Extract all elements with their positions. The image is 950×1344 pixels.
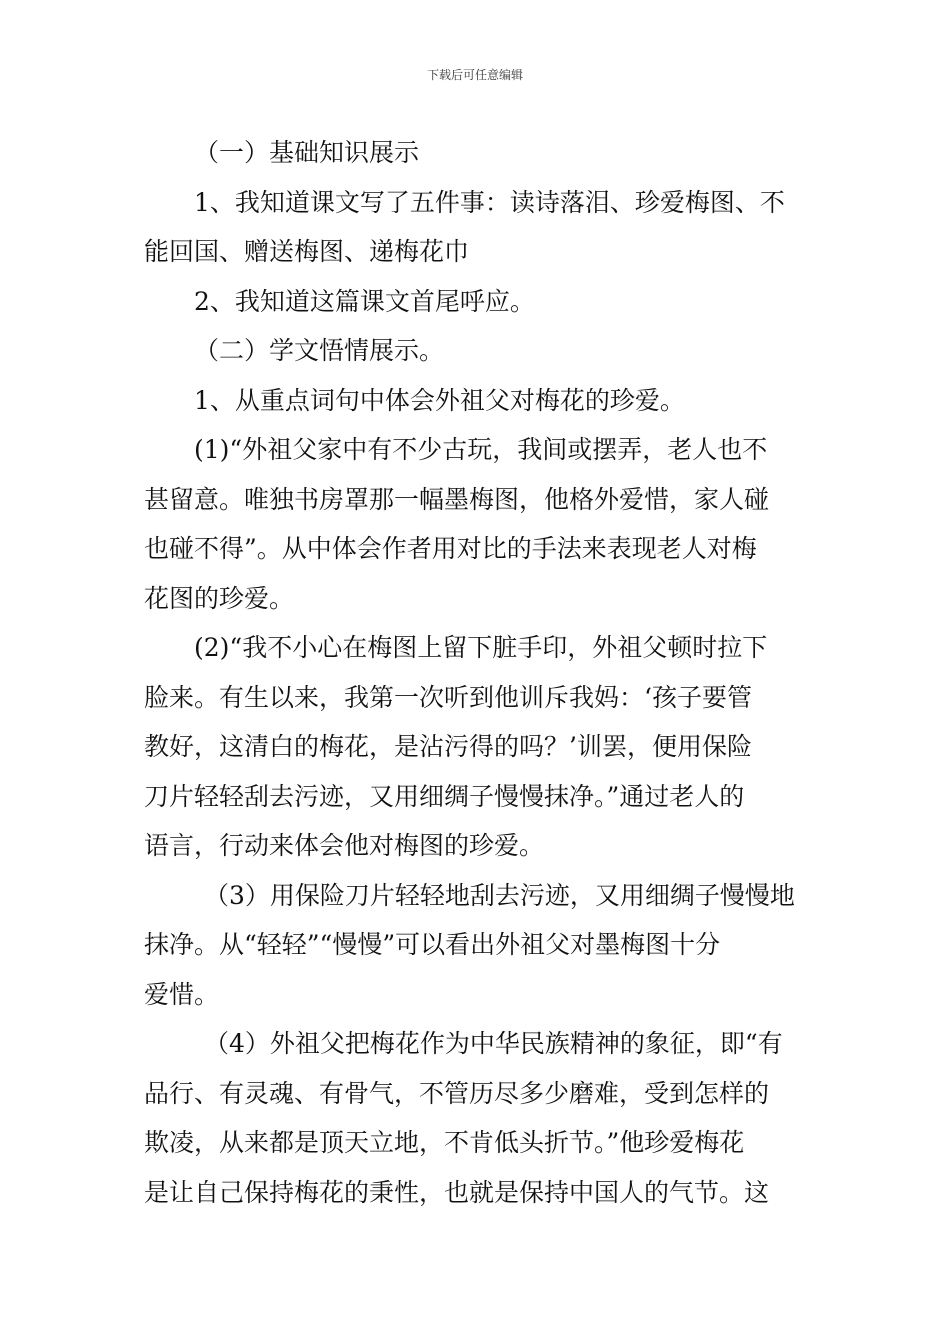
paragraph-line: 是让自己保持梅花的秉性，也就是保持中国人的气节。这: [144, 1177, 770, 1207]
paragraph-line: 教好，这清白的梅花，是沾污得的吗？’训罢，便用保险: [144, 732, 752, 761]
paragraph-line: （4）外祖父把梅花作为中华民族精神的象征，即“有: [204, 1029, 783, 1058]
section-heading-basic: （一）基础知识展示: [194, 138, 420, 167]
document-body: [144, 128, 808, 1217]
paragraph-line: （3）用保险刀片轻轻地刮去污迹，又用细绸子慢慢地: [204, 880, 795, 910]
paragraph-line: 也碰不得”。从中体会作者用对比的手法来表现老人对梅: [144, 534, 757, 563]
paragraph-line: 品行、有灵魂、有骨气，不管历尽多少磨难，受到怎样的: [144, 1078, 770, 1108]
paragraph-line: 欺凌，从来都是顶天立地，不肯低头折节。”他珍爱梅花: [144, 1128, 745, 1157]
paragraph-line: 甚留意。唯独书房罩那一幅墨梅图，他格外爱惜，家人碰: [144, 484, 770, 514]
paragraph-line: 1、从重点词句中体会外祖父对梅花的珍爱。: [194, 385, 685, 415]
section-heading-reading: （二）学文悟情展示。: [194, 336, 445, 365]
paragraph-line: (1)“外祖父家中有不少古玩，我间或摆弄，老人也不: [194, 435, 768, 464]
paragraph-line: 1、我知道课文写了五件事：读诗落泪、珍爱梅图、不: [194, 187, 785, 217]
paragraph-line: 语言，行动来体会他对梅图的珍爱。: [144, 831, 545, 860]
paragraph-line: (2)“我不小心在梅图上留下脏手印，外祖父顿时拉下: [194, 633, 768, 662]
paragraph-line: 花图的珍爱。: [144, 583, 295, 613]
page-header: 下载后可任意编辑: [426, 68, 523, 82]
paragraph-line: 刀片轻轻刮去污迹，又用细绸子慢慢抹净。”通过老人的: [144, 781, 745, 811]
paragraph-line: 脸来。有生以来，我第一次听到他训斥我妈：‘孩子要管: [144, 682, 752, 712]
paragraph-line: 抹净。从“轻轻”“慢慢”可以看出外祖父对墨梅图十分: [144, 930, 721, 959]
paragraph-line: 2、我知道这篇课文首尾呼应。: [194, 286, 535, 316]
paragraph-line: 爱惜。: [144, 979, 220, 1009]
paragraph-line: 能回国、赠送梅图、递梅花巾: [144, 237, 470, 266]
